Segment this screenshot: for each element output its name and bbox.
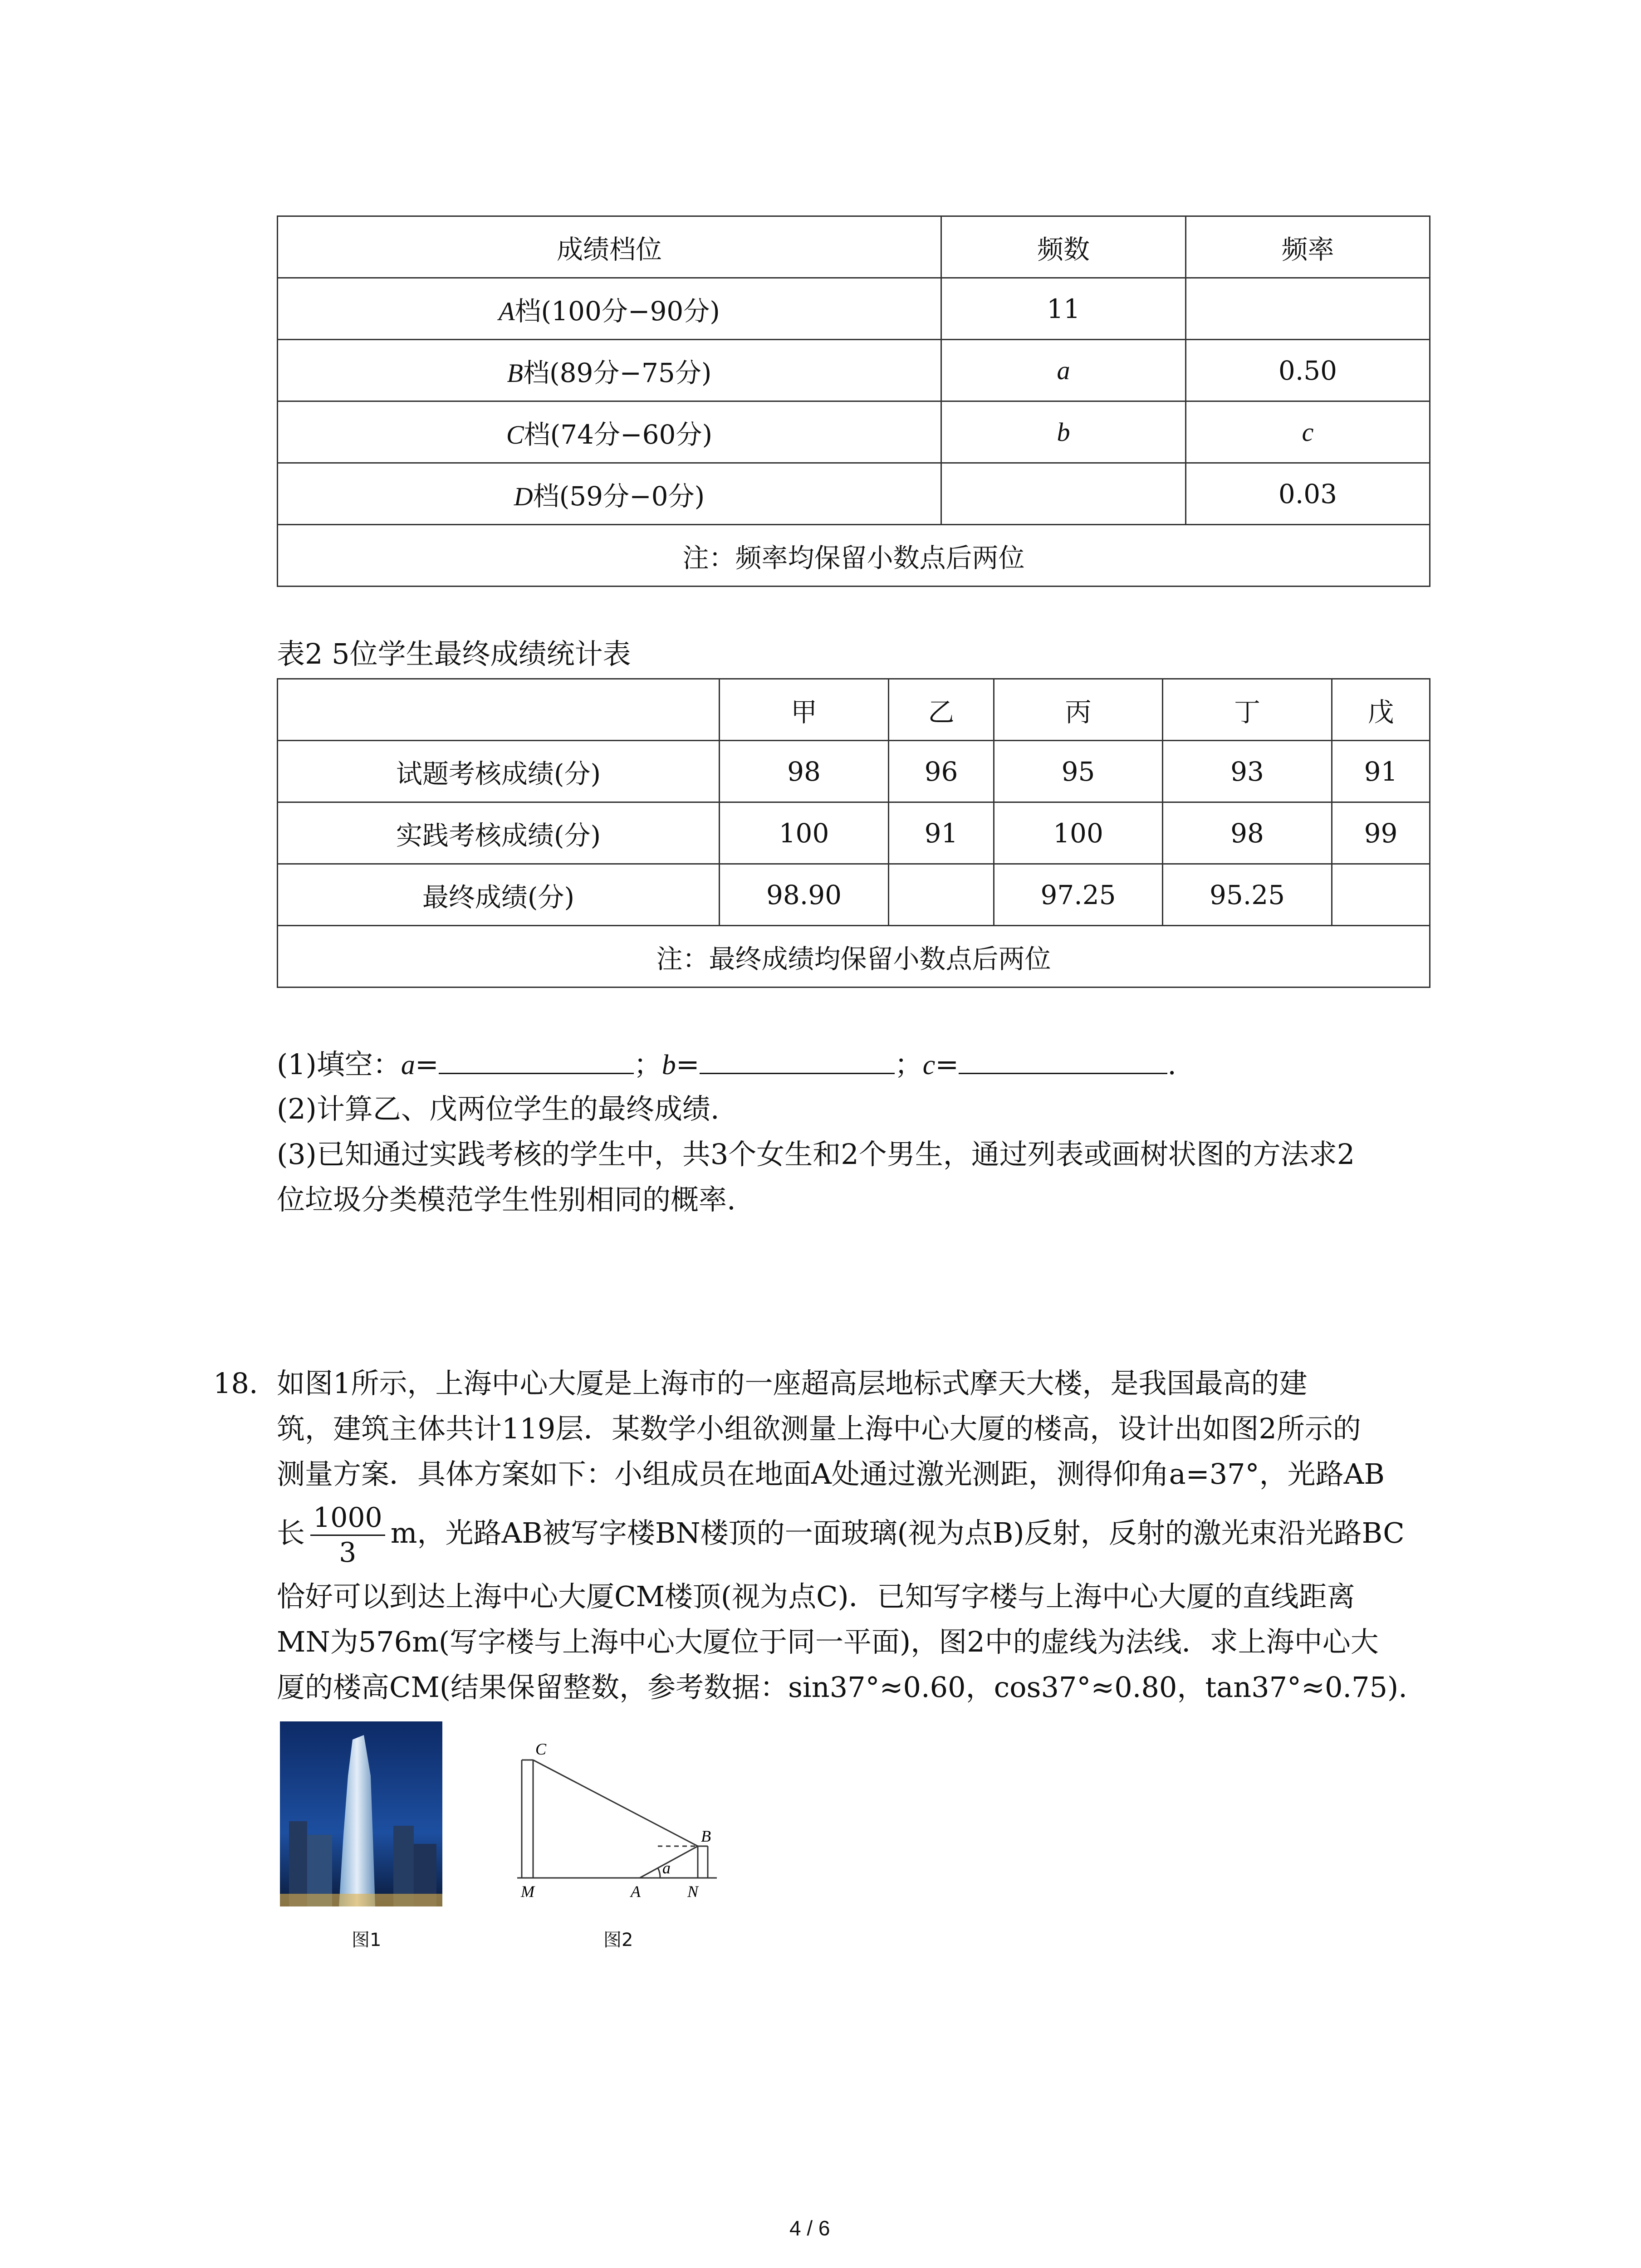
score-cell: 96 [889,741,994,802]
q18-text: 如图1所示，上海中心大厦是上海市的一座超高层地标式摩天大楼，是我国最高的建 [277,1367,1308,1400]
label-c: C [535,1740,547,1758]
count-cell: a [941,340,1186,401]
page-number: 4 / 6 [789,2216,830,2240]
final-score-table [277,678,1430,988]
q17-part3-cont: 位垃圾分类模范学生性别相同的概率. [277,1183,736,1216]
score-cell: 100 [720,802,889,864]
table-row [278,463,1430,525]
score-cell [1332,864,1430,926]
score-cell: 100 [994,802,1163,864]
count-cell: b [941,401,1186,463]
light-path-bc [533,1760,698,1846]
count-cell: 11 [941,278,1186,340]
label-b: B [701,1827,711,1845]
measurement-diagram [508,1733,735,1905]
row-label: 试题考核成绩(分) [278,741,720,802]
grade-cell: B档(89分−75分) [278,340,941,401]
freq-cell: c [1186,401,1430,463]
answer-blank-b[interactable] [700,1041,895,1074]
header-empty [278,679,720,741]
grade-frequency-table [277,215,1430,587]
label-m: M [521,1882,534,1901]
answer-blank-c[interactable] [959,1041,1167,1074]
q18-text: 恰好可以到达上海中心大厦CM楼顶(视为点C)．已知写字楼与上海中心大厦的直线距离 [277,1580,1355,1613]
q18-text: 厦的楼高CM(结果保留整数，参考数据：sin37°≈0.60，cos37°≈0.80，tan37°≈0.75). [277,1671,1407,1704]
grade-cell: D档(59分−0分) [278,463,941,525]
table-row [278,278,1430,340]
row-label: 最终成绩(分) [278,864,720,926]
table-note: 注：最终成绩均保留小数点后两位 [278,926,1430,987]
score-cell: 98.90 [720,864,889,926]
table-note: 注：频率均保留小数点后两位 [278,525,1430,587]
header-student: 甲 [720,679,889,741]
shanghai-tower-photo [280,1721,442,1906]
table-row [278,401,1430,463]
q17-part2: (2)计算乙、戊两位学生的最终成绩. [277,1092,720,1125]
table-row [278,864,1430,926]
row-label: 实践考核成绩(分) [278,802,720,864]
freq-cell [1186,278,1430,340]
q18-text-fraction: 长 $\frac{1000}{3}$ m，光路AB被写字楼BN楼顶的一面玻璃(视为点B)反射，反射的激光束沿光路BC [277,1502,1405,1569]
score-cell: 99 [1332,802,1430,864]
score-cell: 91 [889,802,994,864]
figure2-caption: 图2 [603,1930,633,1950]
header-student: 戊 [1332,679,1430,741]
grade-cell: C档(74分−60分) [278,401,941,463]
freq-cell: 0.03 [1186,463,1430,525]
header-student: 丙 [994,679,1163,741]
q17-part1: (1)填空：a= ；b= ；c= . [277,1041,1176,1088]
answer-blank-a[interactable] [439,1041,634,1074]
score-cell: 97.25 [994,864,1163,926]
header-student: 丁 [1163,679,1332,741]
table-row [278,340,1430,401]
grade-cell: A档(100分−90分) [278,278,941,340]
score-cell: 98 [1163,802,1332,864]
figure1-caption: 图1 [352,1930,382,1950]
score-cell: 95 [994,741,1163,802]
count-cell [941,463,1186,525]
fraction-1000-over-3: $\frac{1000}{3}$ [310,1501,385,1569]
score-cell: 93 [1163,741,1332,802]
freq-cell: 0.50 [1186,340,1430,401]
q18-text: 测量方案．具体方案如下：小组成员在地面A处通过激光测距，测得仰角a=37°，光路AB [277,1457,1385,1491]
score-cell: 95.25 [1163,864,1332,926]
header-count: 频数 [941,216,1186,278]
score-cell: 91 [1332,741,1430,802]
header-student: 乙 [889,679,994,741]
q18-text: MN为576m(写字楼与上海中心大厦位于同一平面)，图2中的虚线为法线．求上海中心大 [277,1625,1379,1658]
label-n: N [687,1882,699,1901]
header-grade-level: 成绩档位 [278,216,941,278]
header-frequency: 频率 [1186,216,1430,278]
table2-title: 表2 5位学生最终成绩统计表 [277,637,631,670]
label-a: A [631,1882,641,1901]
q17-part3: (3)已知通过实践考核的学生中，共3个女生和2个男生，通过列表或画树状图的方法求2 [277,1138,1355,1171]
label-alpha: a [662,1859,671,1877]
q18-text: 筑，建筑主体共计119层．某数学小组欲测量上海中心大厦的楼高，设计出如图2所示的 [277,1412,1361,1445]
q18-number: 18. [213,1367,258,1400]
table-row [278,802,1430,864]
table-row [278,741,1430,802]
score-cell: 98 [720,741,889,802]
score-cell [889,864,994,926]
